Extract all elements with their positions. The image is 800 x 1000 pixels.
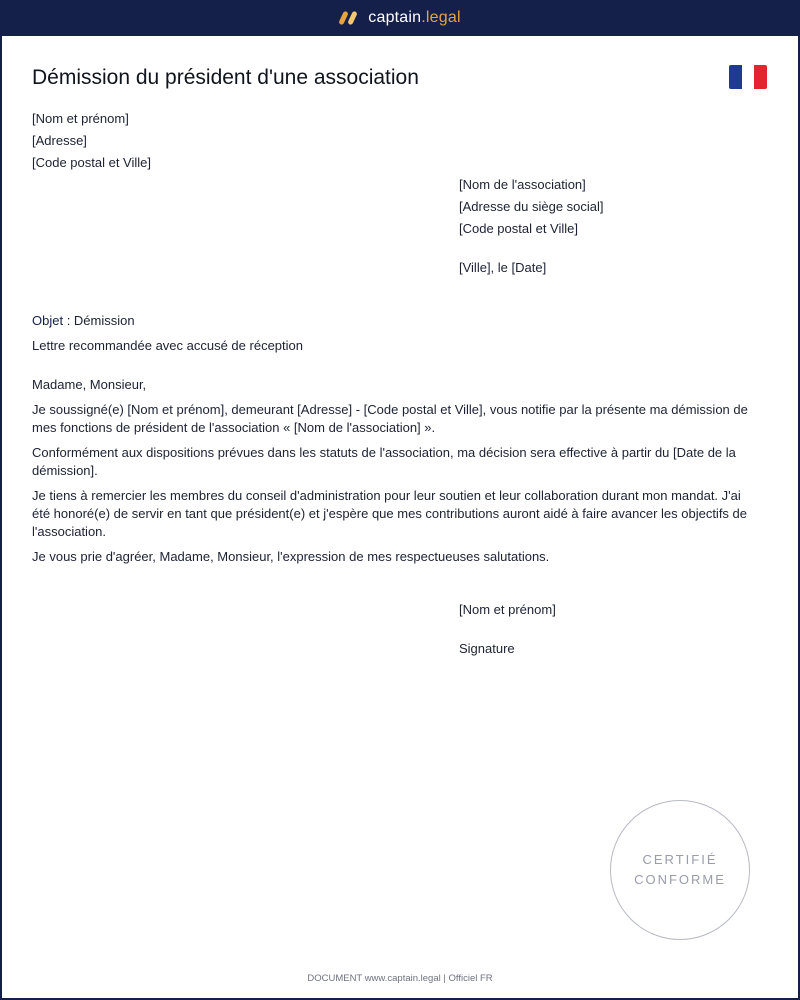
object-value: : Démission [63,313,135,328]
stamp-line-2: CONFORME [634,872,726,887]
signature-name: [Nom et prénom] [459,602,556,617]
france-flag-icon [729,65,767,89]
object-label: Objet [32,313,64,328]
registered-mail-note: Lettre recommandée avec accusé de réception [32,338,303,353]
brand[interactable] [339,9,460,27]
recipient-address: [Adresse du siège social] [459,199,604,214]
object-line [32,313,135,328]
document-title: Démission du président d'une association [32,66,419,89]
footer-text: DOCUMENT www.captain.legal | Officiel FR [307,973,493,984]
paragraph-effective-date: Conformément aux dispositions prévues dans les statuts de l'association, ma décision sera effective à partir du [Date de la démission]. [32,445,736,478]
certified-stamp [610,800,750,940]
recipient-name: [Nom de l'association] [459,177,586,192]
paragraph-closing: Je vous prie d'agréer, Madame, Monsieur, l'expression de mes respectueuses salutations. [32,549,550,564]
brand-accent: .legal [421,9,461,26]
salutation: Madame, Monsieur, [32,377,147,392]
paragraph-notification: Je soussigné(e) [Nom et prénom], demeurant [Adresse] - [Code postal et Ville], vous notifie par la présente ma démission de mes fonctions de président de l'association « [Nom de l'association] ». [32,402,748,435]
brand-name: captain.legal [368,9,461,26]
signature-label: Signature [459,641,515,656]
recipient-city: [Code postal et Ville] [459,221,578,236]
stamp-line-1: CERTIFIÉ [642,852,718,867]
place-date: [Ville], le [Date] [459,260,547,275]
document-page [2,36,798,998]
paragraph-thanks: Je tiens à remercier les membres du conseil d'administration pour leur soutien et leur collaboration durant mon mandat. J'ai été honoré(e) de servir en tant que président(e) et j'espère que mes contributions auront aidé à faire avancer les objectifs de l'association. [32,488,748,539]
top-bar [0,0,800,36]
sender-city: [Code postal et Ville] [32,155,151,170]
sender-address: [Adresse] [32,133,87,148]
captain-legal-logo-icon [339,10,359,26]
sender-name: [Nom et prénom] [32,111,129,126]
